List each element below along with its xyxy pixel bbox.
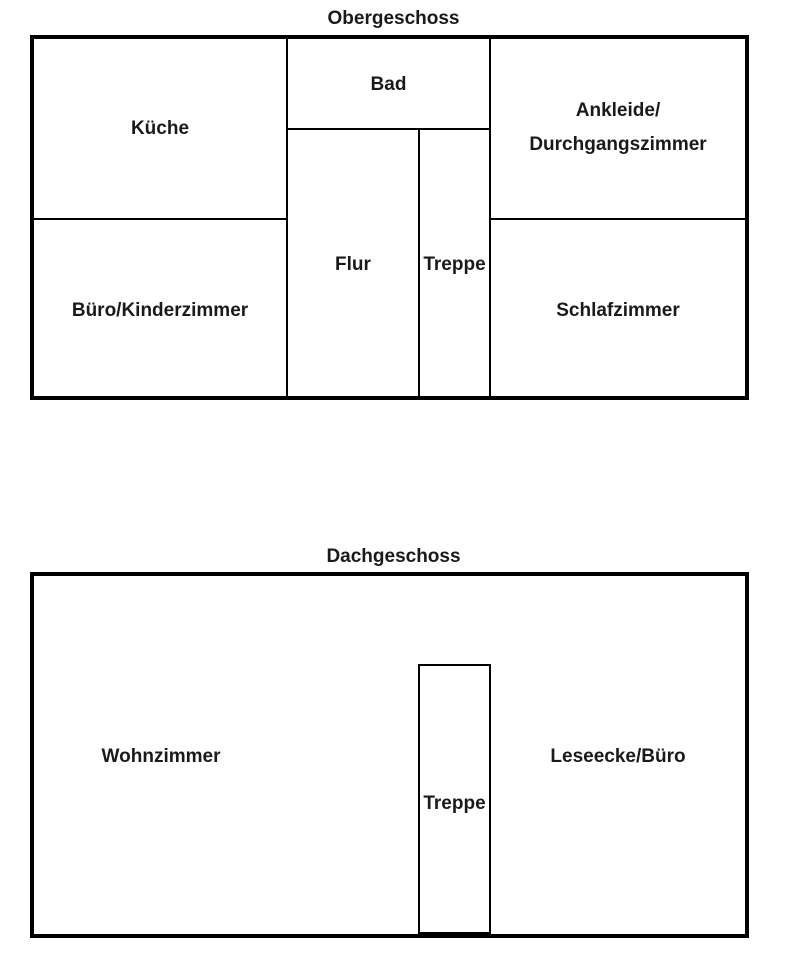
room-label-buero-kinderzimmer: Büro/Kinderzimmer <box>71 300 249 321</box>
room-label-flur: Flur <box>335 254 371 275</box>
room-label-ankleide-line1: Ankleide/ <box>575 100 661 121</box>
wall-bad-bottom <box>286 128 491 130</box>
wall-ankleide-schlafzimmer <box>489 218 745 220</box>
room-label-kueche: Küche <box>130 118 190 139</box>
room-label-treppe-og: Treppe <box>423 254 486 275</box>
room-label-leseecke-buero: Leseecke/Büro <box>550 746 686 767</box>
wall-kueche-buero <box>34 218 288 220</box>
dachgeschoss-floorplan <box>30 572 749 938</box>
room-label-wohnzimmer: Wohnzimmer <box>101 746 221 767</box>
room-label-bad: Bad <box>370 74 407 95</box>
room-label-schlafzimmer: Schlafzimmer <box>556 300 680 321</box>
room-label-treppe-dg: Treppe <box>423 793 486 814</box>
obergeschoss-title: Obergeschoss <box>327 8 460 29</box>
obergeschoss-floorplan <box>30 35 749 400</box>
dachgeschoss-title: Dachgeschoss <box>326 546 461 567</box>
room-label-ankleide-line2: Durchgangszimmer <box>529 134 707 155</box>
